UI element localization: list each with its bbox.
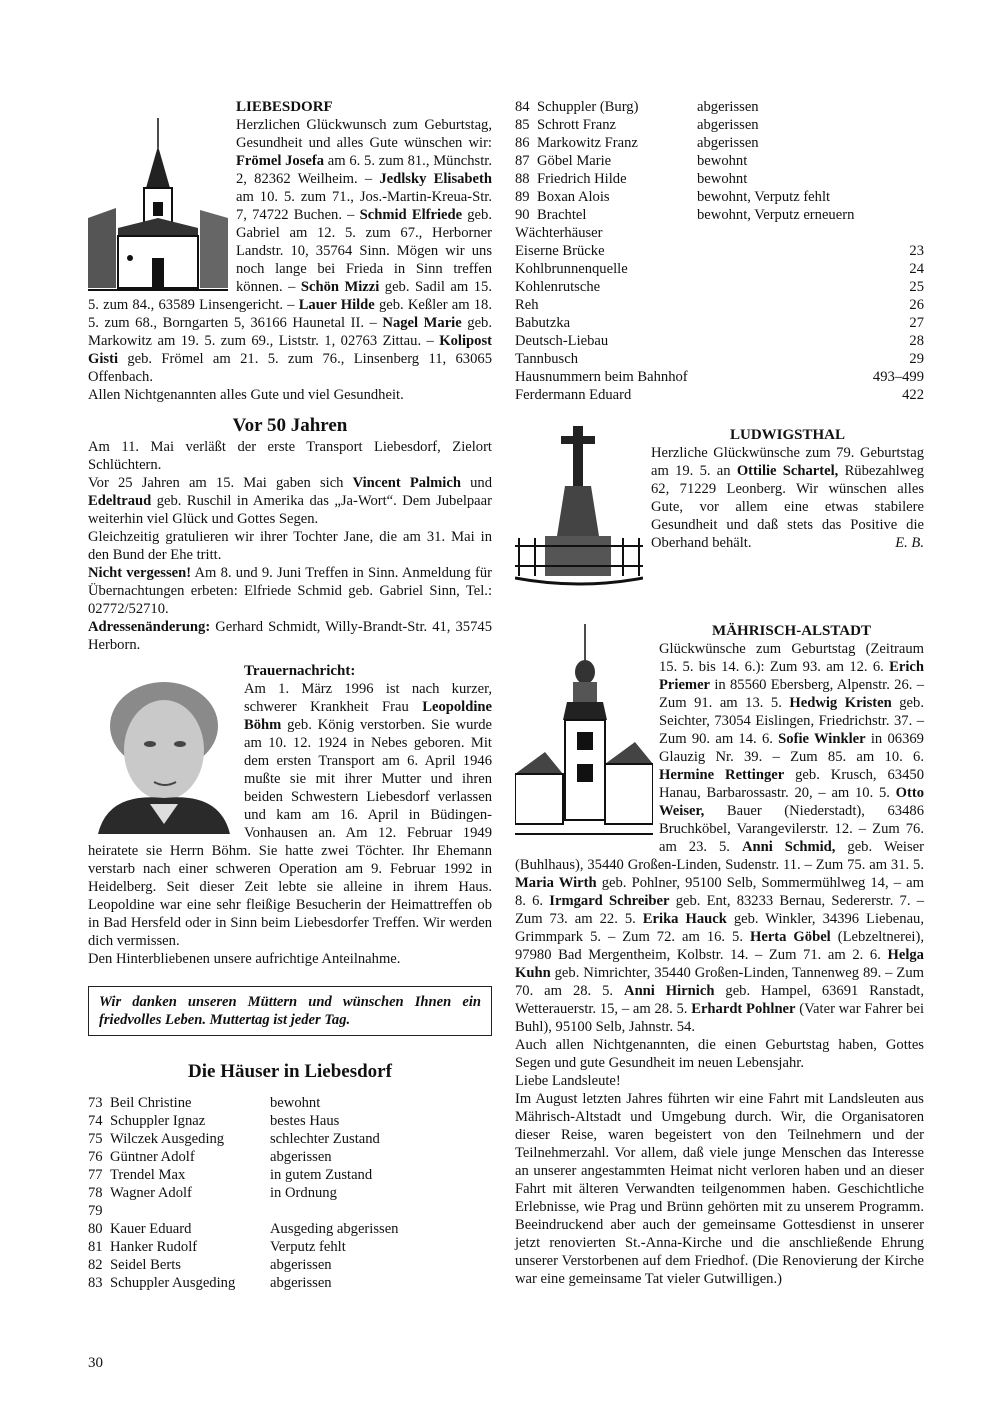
birthday-name: Jedlsky Elisabeth bbox=[379, 171, 493, 187]
entry-text: Zum 71. am 2. 6. bbox=[768, 947, 888, 963]
liebesdorf-closing: Allen Nichtgenannten alles Gute und viel Gesundheit. bbox=[88, 387, 404, 403]
table-cell: Kohlenrutsche bbox=[515, 279, 601, 295]
table-cell: in Ordnung bbox=[270, 1185, 337, 1201]
entry-name: Erich Priemer bbox=[659, 659, 924, 693]
table-cell: 84 bbox=[515, 99, 530, 115]
vor50-title: Vor 50 Jahren bbox=[232, 415, 348, 436]
birthday-name: Frömel Josefa bbox=[236, 153, 325, 169]
entry-name: Otto Weiser, bbox=[659, 785, 924, 819]
table-row bbox=[515, 296, 924, 314]
table-cell: bewohnt bbox=[697, 153, 748, 169]
entry-text: geb. Winkler, 34396 Liebenau, Grimmpark 5. – bbox=[515, 911, 924, 945]
table-cell: 85 bbox=[515, 117, 530, 133]
maehrisch-closing: Auch allen Nichtgenannten, die einen Geburtstag haben, Gottes Segen und gute Gesundheit im neuen Lebensjahr. bbox=[515, 1037, 924, 1071]
haeuser-title: Die Häuser in Liebesdorf bbox=[188, 1061, 392, 1082]
table-cell: Verputz fehlt bbox=[270, 1239, 346, 1255]
vor50-paragraph-1: Am 11. Mai verläßt der erste Transport Liebesdorf, Zielort Schlüchtern. bbox=[88, 439, 492, 473]
table-cell: Boxan Alois bbox=[537, 189, 610, 205]
table-cell: Kauer Eduard bbox=[110, 1221, 192, 1237]
table-cell: bestes Haus bbox=[270, 1113, 340, 1129]
birthday-text: geb. Markowitz am 19. 5. zum 69., Liststr. 1, 02763 Zittau. – bbox=[88, 315, 492, 349]
vor50-paragraph-5 bbox=[88, 618, 492, 654]
table-cell: Trendel Max bbox=[110, 1167, 186, 1183]
table-row bbox=[88, 1130, 492, 1148]
entry-name: Maria Wirth bbox=[515, 875, 597, 891]
section-vor-50-jahren bbox=[88, 414, 492, 654]
tower-drawing bbox=[515, 624, 653, 844]
table-cell: 493–499 bbox=[872, 369, 924, 385]
entry-name: Helga Kuhn bbox=[515, 947, 924, 981]
table-row bbox=[88, 1112, 492, 1130]
table-cell: bewohnt bbox=[270, 1095, 321, 1111]
table-cell: 24 bbox=[909, 261, 924, 277]
table-cell: Kohlbrunnenquelle bbox=[515, 261, 628, 277]
entry-text: geb. Seichter, 73054 Eislingen, Friedrichstr. 37. – bbox=[659, 695, 924, 729]
table-cell: 28 bbox=[909, 333, 924, 349]
table-row bbox=[88, 1274, 492, 1292]
table-row bbox=[88, 1202, 492, 1220]
table-cell: abgerissen bbox=[270, 1257, 332, 1273]
table-cell: Eiserne Brücke bbox=[515, 243, 605, 259]
table-row bbox=[88, 1238, 492, 1256]
text: Vor 25 Jahren am 15. Mai gaben sich bbox=[88, 475, 353, 491]
entry-text: Zum 75. am 31. 5. bbox=[815, 857, 924, 873]
tower-illustration bbox=[515, 624, 653, 844]
couple-name: Edeltraud bbox=[88, 493, 152, 509]
table-cell: 76 bbox=[88, 1149, 103, 1165]
signature: E. B. bbox=[895, 535, 924, 551]
table-cell: 422 bbox=[902, 387, 924, 403]
vor50-paragraph-3: Gleichzeitig gratulieren wir ihrer Tochter Jane, die am 31. Mai in den Bund der Ehe tritt. bbox=[88, 529, 492, 563]
text: Gerhard Schmidt, Willy-Brandt-Str. 41, 35745 Herborn. bbox=[88, 619, 492, 653]
table-cell: Seidel Berts bbox=[110, 1257, 181, 1273]
entry-name: Herta Göbel bbox=[749, 929, 831, 945]
entry-name: Anni Hirnich bbox=[624, 983, 715, 999]
entry-text: geb. Ent, 83233 Bernau, Sedererstr. 7. – bbox=[669, 893, 924, 909]
waechterhaeuser-heading: Wächterhäuser bbox=[515, 225, 603, 241]
table-cell: Deutsch-Liebau bbox=[515, 333, 609, 349]
table-row bbox=[515, 134, 924, 152]
trauer-text-a: Am 1. März 1996 ist nach kurzer, schwerer Krankheit Frau bbox=[244, 681, 492, 715]
table-cell: 90 bbox=[515, 207, 530, 223]
table-cell: Hausnummern beim Bahnhof bbox=[515, 369, 688, 385]
reminder-label: Nicht vergessen! bbox=[88, 565, 192, 581]
table-cell: 27 bbox=[909, 315, 924, 331]
entry-text: Zum 76. am 23. 5. bbox=[659, 821, 924, 855]
entry-text: geb. Krusch, 63450 Hanau, Barbarossastr. 20, – bbox=[659, 767, 924, 801]
entry-name: Anni Schmid, bbox=[741, 839, 836, 855]
church-illustration bbox=[88, 118, 228, 296]
muttertag-box: Wir danken unseren Müttern und wünschen Ihnen ein friedvolles Leben. Muttertag ist jeder Tag. bbox=[88, 986, 492, 1036]
entry-name: Sofie Winkler bbox=[778, 731, 866, 747]
table-cell: 77 bbox=[88, 1167, 103, 1183]
birthday-text: geb. Keßler am 18. 5. zum 68., Borngarten 5, 36166 Haunetal II. – bbox=[88, 297, 492, 331]
entry-text: am 8. 6. bbox=[515, 875, 924, 909]
entry-text: (Vater war Fahrer bei Buhl), 95100 Selb, Jahnstr. 54. bbox=[515, 1001, 925, 1035]
entry-text: geb. Pohlner, 95100 Selb, Sommermühlweg 14, – bbox=[596, 875, 907, 891]
table-row bbox=[515, 152, 924, 170]
letter-body: Im August letzten Jahres führten wir eine Fahrt mit Landsleuten aus Mährisch-Altstadt und Umgebung durch. Wir, die Organisatoren dieser Reise, waren begeistert von den Teilnehmern und der Teilnehmerzahl. Vor allem, daß viele junge Menschen das Interesse an unserer angestammten Heimat nicht verloren haben und an dieser Fahrt mit älteren Verwandten teilgenommen haben. Geschichtliche Erlebnisse, wie Prag und Brünn gehörten mit zu unserem Programm. Beeindruckend aber auch der gemeinsame Gottesdienst in unserer jetzt renovierten St.-Anna-Kirche und die anschließende Ehrung unserer Verstorbenen auf dem Friedhof. (Die Renovierung der Kirche war eine gemeinsame Tat vieler Gutwilligen.) bbox=[515, 1091, 924, 1287]
table-cell: abgerissen bbox=[270, 1275, 332, 1291]
entry-text: Zum 72. am 16. 5. bbox=[622, 929, 750, 945]
text: geb. Ruschil in Amerika das „Ja-Wort“. Dem Jubelpaar weiterhin viel Glück und Gottes Segen. bbox=[88, 493, 492, 527]
entry-text: Zum 70. am 28. 5. bbox=[515, 965, 924, 999]
birthday-text: geb. Gabriel am 12. 5. zum 67., Herborner Landstr. 10, 35764 Sinn. Mögen wir uns noch lange bei Frieda in Sinn treffen können. – bbox=[236, 207, 492, 295]
maehrisch-title: MÄHRISCH-ALSTADT bbox=[712, 623, 871, 639]
table-row bbox=[88, 1148, 492, 1166]
table-cell: Wilczek Ausgeding bbox=[110, 1131, 225, 1147]
table-cell: 83 bbox=[88, 1275, 103, 1291]
table-cell: 23 bbox=[909, 243, 924, 259]
table-row bbox=[515, 170, 924, 188]
table-cell bbox=[270, 1202, 492, 1220]
birthday-name: Nagel Marie bbox=[382, 315, 462, 331]
table-row bbox=[515, 278, 924, 296]
left-column bbox=[88, 98, 492, 1292]
table-cell: 86 bbox=[515, 135, 530, 151]
table-row bbox=[515, 314, 924, 332]
table-cell: Ausgeding abgerissen bbox=[270, 1221, 399, 1237]
table-cell: Wagner Adolf bbox=[110, 1185, 192, 1201]
birthday-name: Lauer Hilde bbox=[298, 297, 375, 313]
table-row bbox=[515, 242, 924, 260]
entry-text: (Lebzeltnerei), 97980 Bad Mergentheim, Kolbstr. 14. – bbox=[515, 929, 924, 963]
liebesdorf-intro: Herzlichen Glückwunsch zum Geburtstag, Gesundheit und alles Gute wünschen wir: bbox=[236, 117, 492, 151]
table-cell: in gutem Zustand bbox=[270, 1167, 373, 1183]
birthday-text: geb. Frömel am 21. 5. zum 76., Linsenberg 11, 63065 Offenbach. bbox=[88, 351, 492, 385]
entry-text: Zum 85. am 10. 6. bbox=[790, 749, 924, 765]
entry-text: geb. Hampel, 63691 Ranstadt, Wetterauerstr. 15, – bbox=[515, 983, 924, 1017]
section-haeuser bbox=[88, 1060, 492, 1292]
entry-name: Irmgard Schreiber bbox=[549, 893, 670, 909]
couple-name: Vincent Palmich bbox=[352, 475, 461, 491]
entry-text: geb. Nimrichter, 35440 Großen-Linden, Tannenweg 89. – bbox=[550, 965, 897, 981]
table-cell: 81 bbox=[88, 1239, 103, 1255]
entry-text: Zum 93. am 12. 6. bbox=[769, 659, 890, 675]
portrait-drawing bbox=[88, 664, 236, 834]
table-cell: Göbel Marie bbox=[537, 153, 612, 169]
table-cell: schlechter Zustand bbox=[270, 1131, 380, 1147]
table-cell: Schuppler (Burg) bbox=[537, 99, 639, 115]
table-cell: abgerissen bbox=[697, 117, 759, 133]
waechterhaeuser-table bbox=[515, 242, 924, 404]
table-cell: Reh bbox=[515, 297, 539, 313]
entry-name: Hermine Rettinger bbox=[659, 767, 785, 783]
text: Am 8. und 9. Juni Treffen in Sinn. Anmeldung für Übernachtungen erbeten: Elfriede Schmid geb. Gabriel Sinn, Tel.: 02772/52710. bbox=[88, 565, 492, 617]
table-row bbox=[515, 386, 924, 404]
ludwigsthal-text-a: Herzliche Glückwünsche zum 79. Geburtstag am 19. 5. an bbox=[651, 445, 924, 479]
table-row bbox=[515, 188, 924, 206]
right-column bbox=[515, 98, 924, 1288]
table-cell: Schuppler Ausgeding bbox=[110, 1275, 236, 1291]
trauer-closing: Den Hinterbliebenen unsere aufrichtige Anteilnahme. bbox=[88, 951, 401, 967]
portrait-photo bbox=[88, 664, 236, 834]
table-row bbox=[515, 332, 924, 350]
trauer-title: Trauernachricht: bbox=[244, 663, 356, 679]
table-cell: Tannbusch bbox=[515, 351, 579, 367]
table-row bbox=[515, 350, 924, 368]
table-cell: 87 bbox=[515, 153, 530, 169]
liebesdorf-title: LIEBESDORF bbox=[236, 99, 333, 115]
entry-text: Bauer (Niederstadt), 63486 Bruchköbel, Varangevilerstr. 12. – bbox=[659, 803, 924, 837]
birthday-text: am 6. 5. zum 81., Münchstr. 2, 82362 Weilheim. – bbox=[236, 153, 492, 187]
table-cell: Brachtel bbox=[537, 207, 587, 223]
table-cell: bewohnt bbox=[697, 171, 748, 187]
table-row bbox=[515, 368, 924, 386]
page-number: 30 bbox=[88, 1355, 103, 1371]
birthday-text: geb. Sadil am 15. 5. zum 84., 63589 Linsengericht. – bbox=[88, 279, 492, 313]
haeuser-table-continued bbox=[515, 98, 924, 224]
table-cell: Ferdermann Eduard bbox=[515, 387, 632, 403]
table-row bbox=[515, 116, 924, 134]
vor50-paragraph-4 bbox=[88, 564, 492, 618]
section-ludwigsthal bbox=[515, 426, 924, 586]
table-cell: Beil Christine bbox=[110, 1095, 192, 1111]
table-cell: abgerissen bbox=[270, 1149, 332, 1165]
table-cell: 82 bbox=[88, 1257, 103, 1273]
table-cell: Schrott Franz bbox=[537, 117, 617, 133]
birthday-name: Schön Mizzi bbox=[300, 279, 380, 295]
table-cell: bewohnt, Verputz erneuern bbox=[697, 207, 855, 223]
table-cell: 25 bbox=[909, 279, 924, 295]
table-cell: 78 bbox=[88, 1185, 103, 1201]
birthday-name: Kolipost Gisti bbox=[88, 333, 492, 367]
entry-text: geb. Weiser (Buhlhaus), 35440 Großen-Linden, Sudenstr. 11. – bbox=[515, 839, 924, 873]
table-row bbox=[515, 260, 924, 278]
haeuser-table bbox=[88, 1094, 492, 1292]
letter-greeting: Liebe Landsleute! bbox=[515, 1073, 621, 1089]
table-cell: Hanker Rudolf bbox=[110, 1239, 198, 1255]
table-cell bbox=[110, 1202, 270, 1220]
table-cell: 88 bbox=[515, 171, 530, 187]
birthday-name: Schmid Elfriede bbox=[359, 207, 463, 223]
section-maehrisch-altstadt bbox=[515, 622, 924, 1288]
entry-text: Zum 90. am 14. 6. bbox=[659, 731, 779, 747]
ludwigsthal-text-b: Rübezahlweg 62, 71229 Leonberg. Wir wünschen alles Gute, vor allem eine etwas stabilere Gesundheit und daß stets das Positive die Oberhand behält. bbox=[651, 463, 924, 551]
table-cell: 73 bbox=[88, 1095, 103, 1111]
table-cell: bewohnt, Verputz fehlt bbox=[697, 189, 831, 205]
table-cell: abgerissen bbox=[697, 99, 759, 115]
entry-text: Zum 73. am 22. 5. bbox=[515, 911, 643, 927]
text: und bbox=[460, 475, 492, 491]
ludwigsthal-name: Ottilie Schartel, bbox=[736, 463, 839, 479]
entry-text: am 28. 5. bbox=[632, 1001, 692, 1017]
table-cell: 80 bbox=[88, 1221, 103, 1237]
table-cell: abgerissen bbox=[697, 135, 759, 151]
table-row bbox=[88, 1256, 492, 1274]
trauer-text-b: geb. König verstorben. Sie wurde am 10. 12. 1924 in Nebes geboren. Mit dem ersten Transport am 6. April 1946 mußte sie mit ihrer Mutter und ihren beiden Schwestern Liebesdorf verlassen und kam am 16. April in Büdingen-Vonhausen an. Am 12. Februar 1949 heiratete sie Herrn Böhm. Sie hatte zwei Töchter. Ihr Ehemann verstarb nach einer schweren Operation am 9. Februar 1992 in Heidelberg. Seit dieser Zeit lebte sie alleine in ihrem Haus. Leopoldine war eine sehr fleißige Besucherin der Heimattreffen ob in Bad Hersfeld oder in Sinn beim Liebesdorfer Treffen. Wir werden dich vermissen. bbox=[88, 717, 492, 949]
table-cell: Friedrich Hilde bbox=[537, 171, 627, 187]
ludwigsthal-title: LUDWIGSTHAL bbox=[729, 427, 846, 443]
vor50-paragraph-2 bbox=[88, 474, 492, 528]
table-cell: 29 bbox=[909, 351, 924, 367]
entry-text: in 85560 Ebersberg, Alpenstr. 26. – bbox=[710, 677, 924, 693]
section-liebesdorf bbox=[88, 98, 492, 404]
table-cell: Schuppler Ignaz bbox=[110, 1113, 206, 1129]
cross-drawing bbox=[515, 426, 643, 586]
table-cell: Güntner Adolf bbox=[110, 1149, 195, 1165]
entry-name: Erika Hauck bbox=[642, 911, 727, 927]
entry-text: Zum 91. am 13. 5. bbox=[659, 695, 790, 711]
table-row bbox=[88, 1184, 492, 1202]
table-cell: 75 bbox=[88, 1131, 103, 1147]
cross-illustration bbox=[515, 426, 643, 586]
entry-name: Hedwig Kristen bbox=[789, 695, 892, 711]
entry-text: am 10. 5. bbox=[831, 785, 896, 801]
table-cell: 26 bbox=[909, 297, 924, 313]
birthday-text: am 10. 5. zum 71., Jos.-Martin-Kreua-Str. 7, 74722 Buchen. – bbox=[236, 189, 492, 223]
deceased-name: Leopoldine Böhm bbox=[244, 699, 492, 733]
address-change-label: Adressenänderung: bbox=[88, 619, 211, 635]
maehrisch-intro: Glückwünsche zum Geburtstag (Zeitraum 15. 5. bis 14. 6.): bbox=[659, 641, 924, 675]
church-drawing bbox=[88, 118, 228, 296]
table-row bbox=[88, 1220, 492, 1238]
table-row bbox=[88, 1166, 492, 1184]
table-row bbox=[515, 206, 924, 224]
table-row bbox=[515, 98, 924, 116]
table-cell: 89 bbox=[515, 189, 530, 205]
entry-text: in 06369 Glauzig Nr. 39. – bbox=[659, 731, 924, 765]
entry-name: Erhardt Pohlner bbox=[691, 1001, 796, 1017]
section-trauernachricht bbox=[88, 662, 492, 968]
table-cell: 79 bbox=[88, 1203, 103, 1219]
table-cell: Markowitz Franz bbox=[537, 135, 638, 151]
table-cell: Babutzka bbox=[515, 315, 571, 331]
table-cell: 74 bbox=[88, 1113, 103, 1129]
table-row bbox=[88, 1094, 492, 1112]
